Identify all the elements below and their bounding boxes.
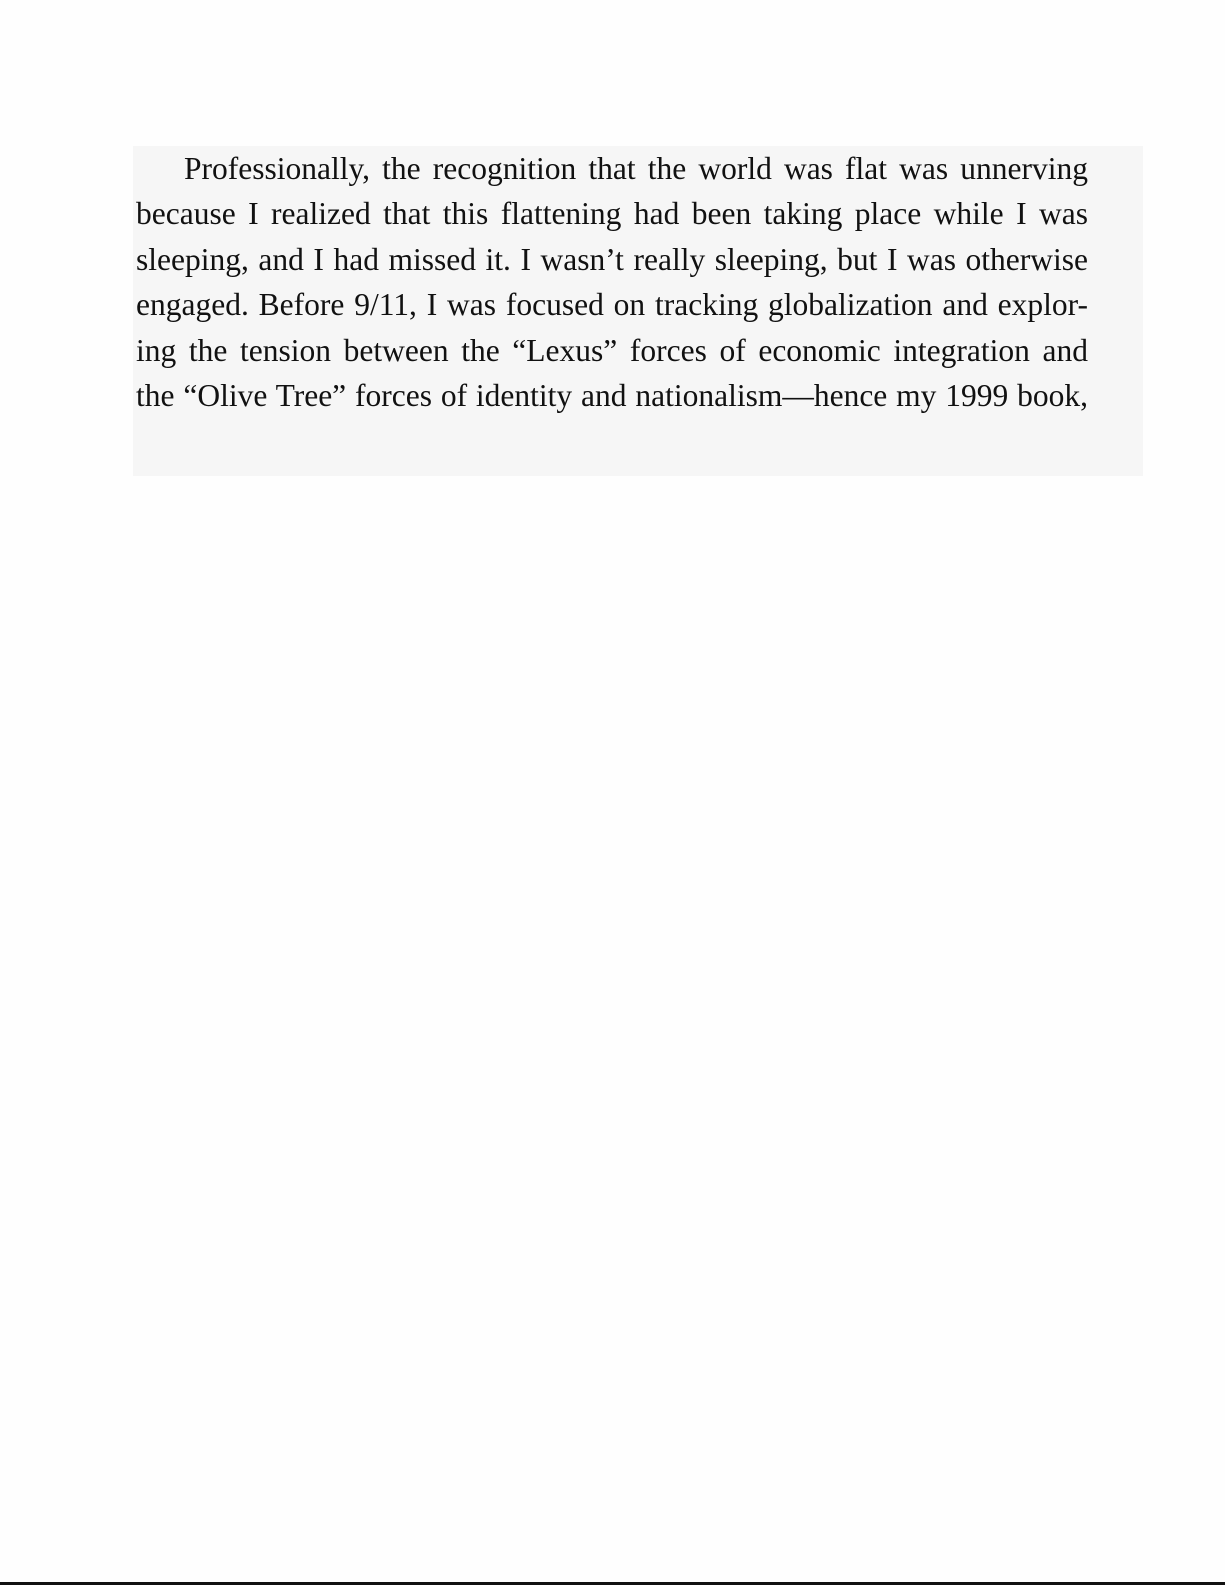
text-line-1: Professionally, the recognition that the world was flat was unnerving	[184, 151, 1088, 186]
text-line-2: because I realized that this flattening had been taking place while I was	[136, 196, 1088, 232]
text-block	[133, 146, 1143, 476]
body-paragraph	[136, 146, 1088, 418]
text-line-5: ing the tension between the “Lexus” forces of economic integration and	[136, 332, 1088, 368]
text-line-6: the “Olive Tree” forces of identity and nationalism—hence my 1999 book,	[136, 377, 1088, 413]
text-line-4: engaged. Before 9/11, I was focused on tracking globalization and explor-	[136, 287, 1088, 323]
text-line-3: sleeping, and I had missed it. I wasn’t really sleeping, but I was otherwise	[136, 241, 1088, 277]
